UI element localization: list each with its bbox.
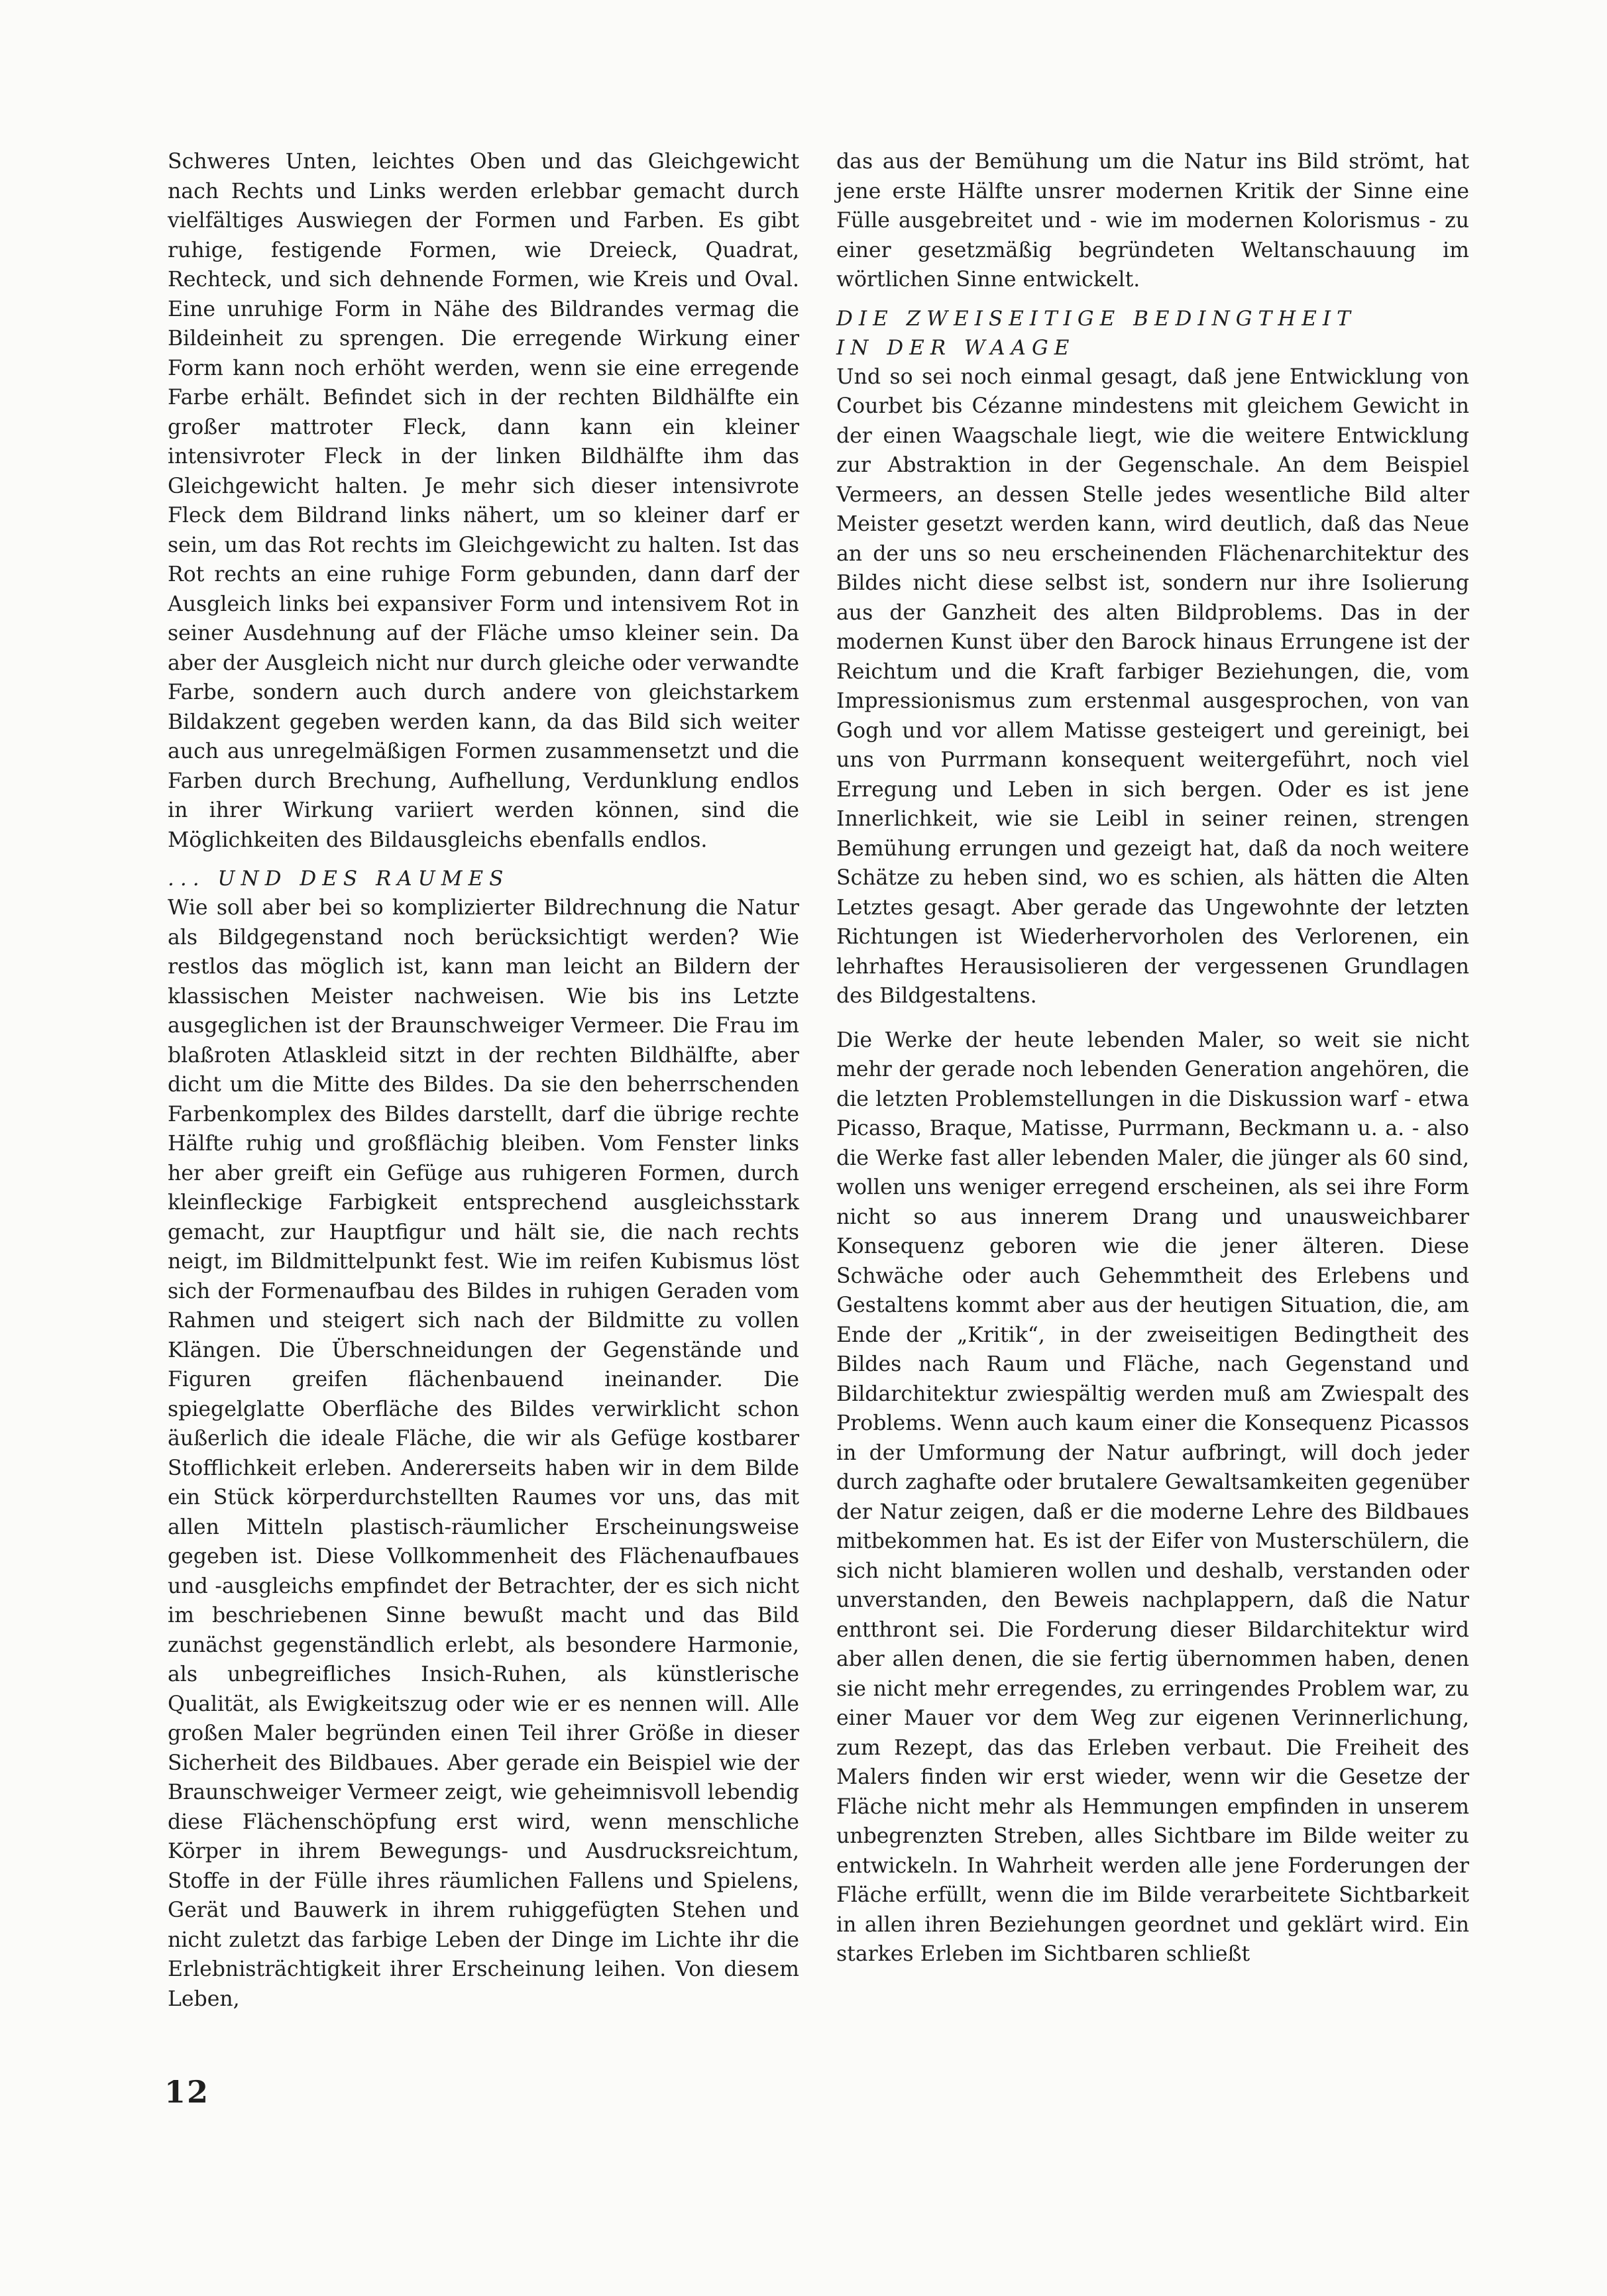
left-column: [168, 147, 799, 2014]
right-paragraph-1: das aus der Bemühung um die Natur ins Bild strömt, hat jene erste Hälfte unsrer modernen Kritik der Sinne eine Fülle ausgebreitet und - wie im modernen Kolorismus - zu einer gesetzmäßig begründeten Weltanschauung im wörtlichen Sinne entwickelt.: [836, 150, 1469, 292]
heading-line-1: DIE ZWEISEITIGE BEDINGTHEIT: [836, 306, 1357, 331]
left-paragraph-2: Wie soll aber bei so komplizierter Bildrechnung die Natur als Bildgegenstand noch berücksichtigt werden? Wie restlos das möglich ist, kann man leicht an Bildern der klassischen Meister nachweisen. Wie bis ins Letzte ausgeglichen ist der Braunschweiger Vermeer. Die Frau im blaßroten Atlaskleid sitzt in der rechten Bildhälfte, aber dicht um die Mitte des Bildes. Da sie den beherrschenden Farbenkomplex des Bildes darstellt, darf die übrige rechte Hälfte ruhig und großflächig bleiben. Vom Fenster links her aber greift ein Gefüge aus ruhigeren Formen, durch kleinfleckige Farbigkeit entsprechend ausgleichsstark gemacht, zur Hauptfigur und hält sie, die nach rechts neigt, im Bildmittelpunkt fest. Wie im reifen Kubismus löst sich der Formenaufbau des Bildes in ruhigen Geraden vom Rahmen und steigert sich nach der Bildmitte zu vollen Klängen. Die Überschneidungen der Gegenstände und Figuren greifen flächenbauend ineinander. Die spiegelglatte Oberfläche des Bildes verwirklicht schon äußerlich die ideale Fläche, die wir als Gefüge kostbarer Stofflichkeit erleben. Andererseits haben wir in dem Bilde ein Stück körperdurchstellten Raumes vor uns, das mit allen Mitteln plastisch-räumlicher Erscheinungsweise gegeben ist. Diese Vollkommenheit des Flächenaufbaues und -ausgleichs empfindet der Betrachter, der es sich nicht im beschriebenen Sinne bewußt macht und das Bild zunächst gegenständlich erlebt, als besondere Harmonie, als unbegreifliches Insich-Ruhen, als künstlerische Qualität, als Ewigkeitszug oder wie er es nennen will. Alle großen Maler begründen einen Teil ihrer Größe in dieser Sicherheit des Bildbaues. Aber gerade ein Beispiel wie der Braunschweiger Vermeer zeigt, wie geheimnisvoll lebendig diese Flächenschöpfung erst wird, wenn menschliche Körper in ihrem Bewegungs- und Ausdrucksreichtum, Stoffe in der Fülle ihres räumlichen Fallens und Spielens, Gerät und Bauwerk in ihrem ruhiggefügten Stehen und nicht zuletzt das farbige Leben der Dinge im Lichte ihr die Erlebnisträchtigkeit ihrer Erscheinung leihen. Von diesem Leben,: [168, 896, 799, 2011]
left-paragraph-1: Schweres Unten, leichtes Oben und das Gleichgewicht nach Rechts und Links werden erlebbar gemacht durch vielfältiges Auswiegen der Formen und Farben. Es gibt ruhige, festigende Formen, wie Dreieck, Quadrat, Rechteck, und sich dehnende Formen, wie Kreis und Oval. Eine unruhige Form in Nähe des Bildrandes vermag die Bildeinheit zu sprengen. Die erregende Wirkung einer Form kann noch erhöht werden, wenn sie eine erregende Farbe erhält. Befindet sich in der rechten Bildhälfte ein großer mattroter Fleck, dann kann ein kleiner intensivroter Fleck in der linken Bildhälfte ihm das Gleichgewicht halten. Je mehr sich dieser intensivrote Fleck dem Bildrand links nähert, um so kleiner darf er sein, um das Rot rechts im Gleichgewicht zu halten. Ist das Rot rechts an eine ruhige Form gebunden, dann darf der Ausgleich links bei expansiver Form und intensivem Rot in seiner Ausdehnung auf der Fläche umso kleiner sein. Da aber der Ausgleich nicht nur durch gleiche oder verwandte Farbe, sondern auch durch andere von gleichstarkem Bildakzent gegeben werden kann, da das Bild sich weiter auch aus unregelmäßigen Formen zusammensetzt und die Farben durch Brechung, Aufhellung, Verdunklung endlos in ihrer Wirkung variiert werden können, sind die Möglichkeiten des Bildausgleichs ebenfalls endlos.: [168, 150, 799, 852]
section-heading-raumes: ... UND DES RAUMES: [168, 867, 510, 891]
right-paragraph-2: Und so sei noch einmal gesagt, daß jene Entwicklung von Courbet bis Cézanne mindestens mit gleichem Gewicht in der einen Waagschale liegt, wie die weitere Entwicklung zur Abstraktion in der Gegenschale. An dem Beispiel Vermeers, an dessen Stelle jedes wesentliche Bild alter Meister gesetzt werden kann, wird deutlich, daß das Neue an der uns so neu erscheinenden Flächenarchitektur des Bildes nicht diese selbst ist, sondern nur ihre Isolierung aus der Ganzheit des alten Bildproblems. Das in der modernen Kunst über den Barock hinaus Errungene ist der Reichtum und die Kraft farbiger Beziehungen, die, vom Impressionismus zum erstenmal ausgesprochen, von van Gogh und vor allem Matisse gesteigert und gereinigt, bei uns von Purrmann konsequent weitergeführt, noch viel Erregung und Leben in sich bergen. Oder es ist jene Innerlichkeit, wie sie Leibl in seiner reinen, strengen Bemühung errungen und gezeigt hat, daß da noch weitere Schätze zu heben sind, wo es schien, als hätten die Alten Letztes gesagt. Aber gerade das Ungewohnte der letzten Richtungen ist Wiederhervorholen des Verlorenen, ein lehrhaftes Herausisolieren der vergessenen Grundlagen des Bildgestaltens.: [836, 364, 1469, 1008]
page-number: 12: [164, 2074, 210, 2110]
right-column: [836, 147, 1469, 1969]
heading-line-2: IN DER WAAGE: [836, 335, 1076, 360]
right-paragraph-3: Die Werke der heute lebenden Maler, so weit sie nicht mehr der gerade noch lebenden Generation angehören, die die letzten Problemstellungen in die Diskussion warf - etwa Picasso, Braque, Matisse, Purrmann, Beckmann u. a. - also die Werke fast aller lebenden Maler, die jünger als 60 sind, wollen uns weniger erregend erscheinen, als sei ihre Form nicht so aus innerem Drang und unausweichbarer Konsequenz geboren wie die jener älteren. Diese Schwäche oder auch Gehemmtheit des Erlebens und Gestaltens kommt aber aus der heutigen Situation, die, am Ende der „Kritik“, in der zweiseitigen Bedingtheit des Bildes nach Raum und Fläche, nach Gegenstand und Bildarchitektur zwiespältig werden muß am Zwiespalt des Problems. Wenn auch kaum einer die Konsequenz Picassos in der Umformung der Natur aufbringt, will doch jeder durch zaghafte oder brutalere Gewaltsamkeiten gegenüber der Natur zeigen, daß er die moderne Lehre des Bildbaues mitbekommen hat. Es ist der Eifer von Musterschülern, die sich nicht blamieren wollen und deshalb, verstanden oder unverstanden, den Beweis nachplappern, daß die Natur entthront sei. Die Forderung dieser Bildarchitektur wird aber allen denen, die sie fertig übernommen haben, denen sie nicht mehr erregendes, zu erringendes Problem war, zu einer Mauer vor dem Weg zur eigenen Verinnerlichung, zum Rezept, das das Erleben verbaut. Die Freiheit des Malers finden wir erst wieder, wenn wir die Gesetze der Fläche nicht mehr als Hemmungen empfinden in unserem unbegrenzten Streben, alles Sichtbare im Bilde weiter zu entwickeln. In Wahrheit werden alle jene Forderungen der Fläche erfüllt, wenn die im Bilde verarbeitete Sichtbarkeit in allen ihren Beziehungen geordnet und geklärt wird. Ein starkes Erleben im Sichtbaren schließt: [836, 1028, 1469, 1966]
section-heading-zweiseitige: [836, 304, 1469, 362]
